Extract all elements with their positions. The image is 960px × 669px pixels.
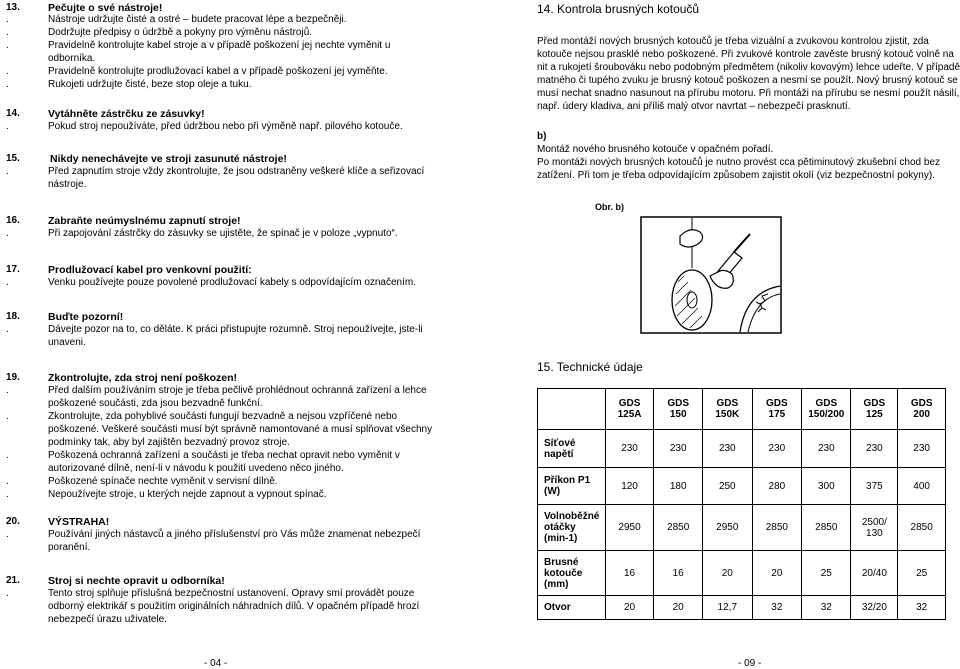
table-cell: 2850 xyxy=(752,505,802,551)
text-line: Pravidelně kontrolujte kabel stroje a v případě poškození jej nechte vyměnit u xyxy=(48,40,391,51)
row-label: Síťové napětí xyxy=(538,430,606,468)
text-line: nit a rukojetí šroubováku nebo podobným předmětem (nikoliv kovovým) lehce udeřte. V případě xyxy=(537,62,960,73)
table-cell: 20 xyxy=(654,596,703,620)
text-line: Dodržujte předpisy o údržbě a pokyny pro výměnu nástrojů. xyxy=(48,27,313,38)
text-line: odborný elektrikář s použitím originálních náhradních dílů. V opačném případě hrozí xyxy=(48,601,420,612)
table-cell: 20/40 xyxy=(851,551,898,596)
table-cell: 25 xyxy=(898,551,946,596)
text-line: zatížení. Při tom je třeba odpovídajícím způsobem zajistit okolí (viz bezpečnostní pokyny). xyxy=(537,170,935,181)
section-19-title: Zkontrolujte, zda stroj není poškozen! xyxy=(48,372,238,384)
table-cell: 32 xyxy=(898,596,946,620)
section-18-number: 18. xyxy=(6,311,20,322)
table-cell: 180 xyxy=(654,468,703,505)
text-line: kotouče nejsou prasklé nebo poškozené. Při zvukové kontrole zavěste brusný kotouč volně na xyxy=(537,49,954,60)
figure-label: Obr. b) xyxy=(595,202,624,212)
subsection-b-label: b) xyxy=(537,131,547,142)
section-15-title: Nikdy nenechávejte ve stroji zasunuté nástroje! xyxy=(50,153,287,165)
text-line: nebezpečí úrazu uživatele. xyxy=(48,614,167,625)
text-line: Zkontrolujte, zda pohyblivé součásti fungují bezvadně a nejsou vzpříčené nebo xyxy=(48,411,398,422)
table-cell: 250 xyxy=(702,468,752,505)
section-13-number: 13. xyxy=(6,2,20,13)
row-label: Brusné kotouče (mm) xyxy=(538,551,606,596)
table-cell: 2850 xyxy=(898,505,946,551)
section-21-title: Stroj si nechte opravit u odborníka! xyxy=(48,575,225,587)
table-cell: 2500/ 130 xyxy=(851,505,898,551)
text-line: Před zapnutím stroje vždy zkontrolujte, že jsou odstraněny veškeré klíče a seřizovací xyxy=(48,166,425,177)
section-21-number: 21. xyxy=(6,575,20,586)
table-cell: 230 xyxy=(898,430,946,468)
section-16-number: 16. xyxy=(6,215,20,226)
table-row xyxy=(538,468,946,505)
table-cell: 230 xyxy=(851,430,898,468)
text-line: podmínky tak, aby byl zajištěn bezvadný provoz stroje. xyxy=(48,437,290,448)
row-label: Volnoběžné otáčky (min-1) xyxy=(538,505,606,551)
table-cell: 20 xyxy=(752,551,802,596)
table-cell: 20 xyxy=(702,551,752,596)
text-line: matného či tupého zvuku je brusný kotouč poškozen a nesmí se použít. Nový brusný kotouč se xyxy=(537,75,958,86)
table-header-cell: GDS 150 xyxy=(654,389,703,430)
technical-data-table xyxy=(537,388,946,620)
section-17-number: 17. xyxy=(6,264,20,275)
text-line: Tento stroj splňuje příslušná bezpečnostní ustanovení. Opravy smí provádět pouze xyxy=(48,588,415,599)
table-cell: 120 xyxy=(605,468,654,505)
text-line: Dávejte pozor na to, co děláte. K práci přistupujte rozumně. Stroj nepoužívejte, jste-li xyxy=(48,324,423,335)
text-line: autorizované dílně, není-li v návodu k použití uvedeno něco jiného. xyxy=(48,463,344,474)
table-row xyxy=(538,596,946,620)
table-cell: 400 xyxy=(898,468,946,505)
text-line: poškozené. Veškeré součásti musí být správně namontované a musí splňovat všechny xyxy=(48,424,433,435)
table-cell: 375 xyxy=(851,468,898,505)
section-14-number: 14. xyxy=(6,108,20,119)
table-cell: 32 xyxy=(802,596,851,620)
table-cell: 230 xyxy=(654,430,703,468)
table-cell: 12,7 xyxy=(702,596,752,620)
text-line: např. údery kladiva, ani příliš malý otvor navrtat – nebezpečí prasknutí. xyxy=(537,101,851,112)
table-row xyxy=(538,430,946,468)
table-cell: 20 xyxy=(605,596,654,620)
section-15-number: 15. xyxy=(6,153,20,164)
text-line: Pokud stroj nepoužíváte, před údržbou nebo při výměně např. pilového kotouče. xyxy=(48,121,403,132)
section-17-title: Prodlužovací kabel pro venkovní použití: xyxy=(48,264,252,276)
text-line: Před montáží nových brusných kotoučů je třeba vizuální a zvukovou kontrolou zjistit, zda xyxy=(537,36,929,47)
text-line: musí nechat snadno nasunout na přírubu motoru. Při montáži na přírubu se nesmí použít násilí, xyxy=(537,88,960,99)
table-header-cell: GDS 150/200 xyxy=(802,389,851,430)
section-15-heading: 15. Technické údaje xyxy=(537,360,643,374)
section-18-title: Buďte pozorní! xyxy=(48,311,124,323)
text-line: Venku používejte pouze povolené prodlužovací kabely s odpovídajícím označením. xyxy=(48,277,417,288)
text-line: Po montáži nových brusných kotoučů je nutno provést cca pětiminutový zkušební chod bez xyxy=(537,157,941,168)
table-cell: 2850 xyxy=(654,505,703,551)
table-cell: 230 xyxy=(702,430,752,468)
text-line: Používání jiných nástavců a jiného příslušenství pro Vás může znamenat nebezpečí xyxy=(48,529,421,540)
table-cell: 2950 xyxy=(702,505,752,551)
section-16-title: Zabraňte neúmyslnému zapnutí stroje! xyxy=(48,215,241,227)
table-cell: 230 xyxy=(752,430,802,468)
text-line: nástroje. xyxy=(48,179,87,190)
table-header-cell: GDS 125A xyxy=(605,389,654,430)
section-13-title: Pečujte o své nástroje! xyxy=(48,2,163,14)
table-cell: 16 xyxy=(605,551,654,596)
table-header-cell: GDS 125 xyxy=(851,389,898,430)
table-cell: 2850 xyxy=(802,505,851,551)
table-header-cell: GDS 150K xyxy=(702,389,752,430)
text-line: Pravidelně kontrolujte prodlužovací kabel a v případě poškození jej vyměňte. xyxy=(48,66,388,77)
grinding-wheel-check-illustration xyxy=(640,216,782,334)
table-cell: 25 xyxy=(802,551,851,596)
text-line: unaveni. xyxy=(48,337,86,348)
text-line: odborníka. xyxy=(48,53,96,64)
text-line: Při zapojování zástrčky do zásuvky se ujistěte, že spínač je v poloze „vypnuto“. xyxy=(48,228,398,239)
page-number-left: - 04 - xyxy=(204,658,228,669)
text-line: poranění. xyxy=(48,542,91,553)
text-line: poškozené součásti, zda jsou bezvadně funkční. xyxy=(48,398,263,409)
row-label: Otvor xyxy=(538,596,606,620)
text-line: Nástroje udržujte čisté a ostré – budete pracovat lépe a bezpečněji. xyxy=(48,14,347,25)
section-20-title: VÝSTRAHA! xyxy=(48,516,110,528)
text-line: Rukojeti udržujte čisté, beze stop oleje a tuku. xyxy=(48,79,252,90)
table-cell: 280 xyxy=(752,468,802,505)
table-row xyxy=(538,551,946,596)
table-cell: 32 xyxy=(752,596,802,620)
section-19-number: 19. xyxy=(6,372,20,383)
table-header-row xyxy=(538,389,946,430)
subsection-b-title: Montáž nového brusného kotouče v opačném pořadí. xyxy=(537,144,774,155)
table-cell: 300 xyxy=(802,468,851,505)
table-cell: 230 xyxy=(605,430,654,468)
table-cell: 230 xyxy=(802,430,851,468)
table-header-cell: GDS 175 xyxy=(752,389,802,430)
table-header-cell: GDS 200 xyxy=(898,389,946,430)
table-cell: 16 xyxy=(654,551,703,596)
section-14-heading: 14. Kontrola brusných kotoučů xyxy=(537,2,700,16)
table-cell: 2950 xyxy=(605,505,654,551)
text-line: Poškozená ochranná zařízení a součásti je třeba nechat opravit nebo vyměnit v xyxy=(48,450,400,461)
section-14-title: Vytáhněte zástrčku ze zásuvky! xyxy=(48,108,205,120)
table-row xyxy=(538,505,946,551)
text-line: Před dalším používáním stroje je třeba pečlivě prohlédnout ochranná zařízení a lehce xyxy=(48,385,427,396)
text-line: Nepoužívejte stroje, u kterých nejde zapnout a vypnout spínač. xyxy=(48,489,327,500)
table-cell: 32/20 xyxy=(851,596,898,620)
row-label: Příkon P1 (W) xyxy=(538,468,606,505)
section-20-number: 20. xyxy=(6,516,20,527)
page-number-right: - 09 - xyxy=(738,658,762,669)
text-line: Poškozené spínače nechte vyměnit v servisní dílně. xyxy=(48,476,278,487)
